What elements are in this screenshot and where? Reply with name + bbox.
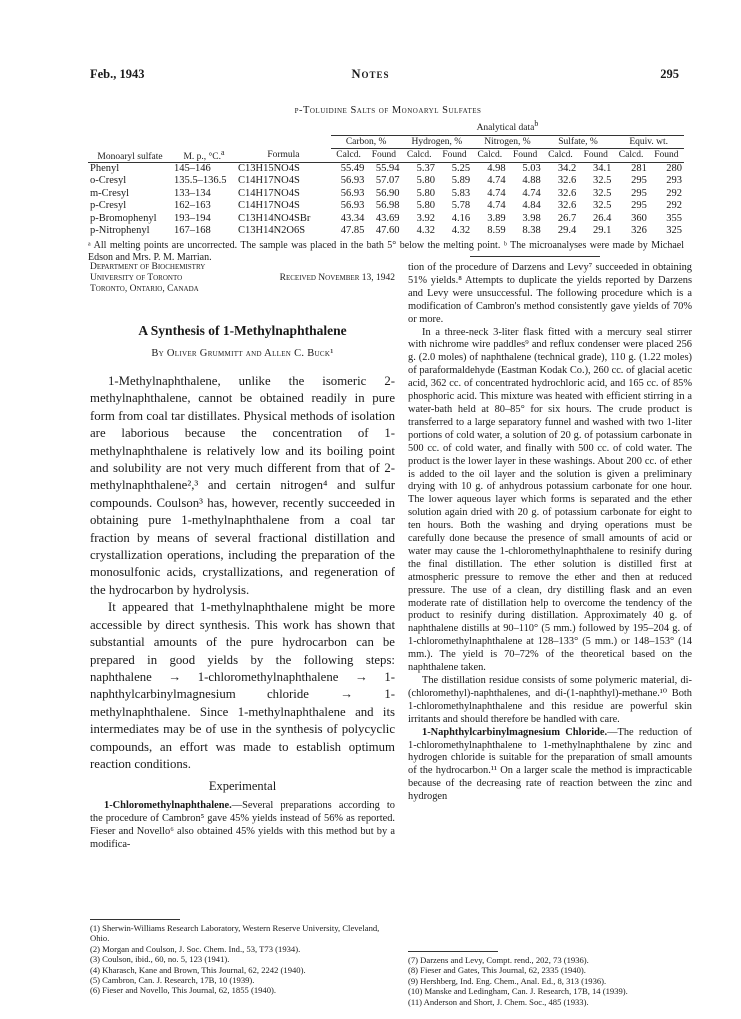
footnotes-left bbox=[90, 923, 395, 996]
value-cell: 292 bbox=[666, 200, 682, 212]
running-head-section: Notes bbox=[351, 67, 390, 81]
affiliation-block bbox=[90, 262, 395, 295]
value-cell: 325 bbox=[666, 225, 682, 237]
value-cell: 3.98 bbox=[522, 212, 541, 224]
col-header-mp-mark: a bbox=[221, 147, 225, 157]
affiliation-line-2: University of Toronto bbox=[90, 273, 183, 283]
table-body bbox=[88, 162, 684, 238]
value-cell: 4.74 bbox=[487, 175, 506, 187]
value-cell: 32.6 bbox=[557, 200, 577, 212]
article-title: A Synthesis of 1-Methylnaphthalene bbox=[138, 323, 347, 338]
value-cell: 8.59 bbox=[487, 225, 506, 237]
value-cell: 4.32 bbox=[451, 225, 471, 237]
footnote-11: (11) Anderson and Short, J. Chem. Soc., 485 (1933). bbox=[408, 996, 589, 1007]
value-cell: 5.80 bbox=[416, 200, 435, 212]
group-header-mark: b bbox=[534, 119, 539, 128]
value-cell: 26.7 bbox=[557, 212, 577, 224]
right-paragraph-1: tion of the procedure of Darzens and Levy⁷ succeeded in obtaining 51% yields.⁸ Attempts to duplicate the yields reported by Darzens and Levy were unsuccessful. The following procedure which is a modification of Cambron's method consistently gave yields of 70% or more. bbox=[408, 262, 692, 325]
value-cell: 32.5 bbox=[592, 175, 612, 187]
article-authors: By Oliver Grummitt and Allen C. Buck¹ bbox=[151, 348, 334, 359]
formula-cell: C14H17NO4S bbox=[238, 187, 300, 199]
footnote-3: (3) Coulson, ibid., 60, no. 5, 123 (1941). bbox=[90, 954, 230, 965]
value-cell: 32.6 bbox=[557, 187, 577, 199]
table-row bbox=[88, 175, 684, 188]
sulfate-name-cell: p-Bromophenyl bbox=[90, 212, 157, 224]
formula-cell: C13H14N2O6S bbox=[238, 225, 306, 237]
group-header-text: Analytical data bbox=[476, 123, 535, 134]
footnote-9: (9) Hershberg, Ind. Eng. Chem., Anal. Ed., 8, 313 (1936). bbox=[408, 975, 607, 986]
col-header-mp-text: M. p., °C. bbox=[183, 151, 222, 162]
subhead-cell: Calcd. bbox=[477, 150, 503, 161]
value-cell: 29.1 bbox=[592, 225, 612, 237]
received-date: Received November 13, 1942 bbox=[279, 273, 395, 283]
value-cell: 55.94 bbox=[366, 162, 401, 175]
value-cell: 4.84 bbox=[522, 200, 541, 212]
footnote-6: (6) Fieser and Novello, This Journal, 62, 1855 (1940). bbox=[90, 985, 277, 996]
value-cell: 32.5 bbox=[592, 187, 612, 199]
formula-cell: C13H14NO4SBr bbox=[238, 212, 311, 224]
value-cell: 295 bbox=[631, 200, 647, 212]
value-cell: 4.98 bbox=[472, 162, 507, 175]
value-cell: 56.90 bbox=[375, 187, 400, 199]
grignard-text: —The reduction of 1-chloromethylnaphthalene to 1-methylnaphthalene by zinc and hydrogen chloride is suitable for the preparation of small amounts of the hydrocarbon.¹¹ On a larger scale the method is impracticable because of the decreasing rate of reaction between the zinc and hydrogen bbox=[408, 726, 692, 803]
value-cell: 5.80 bbox=[416, 175, 435, 187]
right-column bbox=[408, 262, 692, 804]
value-cell: 292 bbox=[666, 187, 682, 199]
experimental-heading: Experimental bbox=[208, 779, 277, 794]
value-cell: 32.6 bbox=[557, 175, 577, 187]
melting-point-cell: 145–146 bbox=[172, 162, 236, 175]
value-cell: 57.07 bbox=[375, 175, 400, 187]
value-cell: 4.32 bbox=[416, 225, 435, 237]
sulfate-name-cell: Phenyl bbox=[88, 162, 172, 175]
table-row bbox=[88, 225, 684, 238]
value-cell: 3.92 bbox=[416, 212, 435, 224]
value-cell: 5.83 bbox=[451, 187, 471, 199]
subhead-cell: Found bbox=[583, 150, 608, 161]
value-cell: 34.1 bbox=[578, 162, 613, 175]
subhead-cell: Calcd. bbox=[548, 150, 573, 161]
subgroup-header: Nitrogen, % bbox=[472, 135, 543, 149]
subhead-cell: Calcd. bbox=[406, 150, 432, 161]
value-cell: 4.74 bbox=[487, 200, 506, 212]
value-cell: 326 bbox=[631, 225, 647, 237]
value-cell: 5.37 bbox=[401, 162, 436, 175]
melting-point-cell: 135.5–136.5 bbox=[174, 175, 227, 187]
right-paragraph-3: The distillation residue consists of some polymeric material, di-(chloromethyl)-naphthalenes, and di-(1-naphthyl)-methane.¹⁰ Both 1-chloromethylnaphthalene and this residue are powerful skin irritants and should therefore be handled with care. bbox=[408, 675, 692, 725]
value-cell: 355 bbox=[666, 212, 682, 224]
melting-point-cell: 133–134 bbox=[174, 187, 211, 199]
col-header-formula: Formula bbox=[267, 150, 300, 161]
value-cell: 56.93 bbox=[340, 187, 365, 199]
data-table bbox=[88, 118, 684, 238]
footnote-rule-left bbox=[90, 919, 180, 920]
subgroup-header: Sulfate, % bbox=[543, 135, 614, 149]
sulfate-salts-table bbox=[88, 105, 688, 265]
subhead-cell: Found bbox=[654, 150, 679, 161]
section-rule bbox=[470, 256, 600, 257]
sulfate-name-cell: p-Cresyl bbox=[90, 200, 127, 212]
value-cell: 293 bbox=[666, 175, 682, 187]
affiliation-line-3: Toronto, Ontario, Canada bbox=[90, 284, 199, 294]
value-cell: 26.4 bbox=[592, 212, 612, 224]
subhead-cell: Found bbox=[371, 150, 397, 161]
table-row bbox=[88, 213, 684, 226]
melting-point-cell: 167–168 bbox=[174, 225, 211, 237]
value-cell: 55.49 bbox=[331, 162, 366, 175]
formula-cell: C14H17NO4S bbox=[238, 200, 300, 212]
value-cell: 281 bbox=[613, 162, 648, 175]
left-column bbox=[90, 262, 395, 852]
footnote-rule-right bbox=[408, 951, 498, 952]
subhead-cell: Calcd. bbox=[336, 150, 361, 161]
table-row bbox=[88, 188, 684, 201]
col-header-mp bbox=[172, 118, 236, 162]
footnotes-right bbox=[408, 955, 692, 1007]
running-head-date: Feb., 1943 bbox=[90, 67, 145, 81]
value-cell: 4.16 bbox=[451, 212, 471, 224]
table-row bbox=[88, 200, 684, 213]
footnote-10: (10) Manske and Ledingham, Can. J. Research, 17B, 14 (1939). bbox=[408, 986, 628, 997]
subgroup-header: Equiv. wt. bbox=[613, 135, 684, 149]
value-cell: 5.78 bbox=[451, 200, 471, 212]
subhead-cell: Found bbox=[442, 150, 467, 161]
footnote-7: (7) Darzens and Levy, Compt. rend., 202, 73 (1936). bbox=[408, 955, 589, 965]
value-cell: 280 bbox=[649, 162, 684, 175]
subhead-cell: Calcd. bbox=[618, 150, 644, 161]
footnote-4: (4) Kharasch, Kane and Brown, This Journal, 62, 2242 (1940). bbox=[90, 964, 306, 975]
experimental-text: —Several preparations according to the procedure of Cambron⁵ gave 45% yields instead of 56% as reported. Fieser and Novello⁶ also obtained 45% yields with this method but by a modifica- bbox=[90, 800, 395, 851]
intro-paragraph-2: It appeared that 1-methylnaphthalene might be more accessible by direct synthesis. This work has shown that substantial amounts of the pure hydrocarbon can be prepared in good yields by the following steps: naphthalene → 1-chloromethylnaphthalene → 1-naphthylcarbinylmagnesium chloride → 1-methylnaphthalene. Since 1-methylnaphthalene and its intermediates may be of use in the synthesis of polycyclic compounds, an effort was made to establish optimum reaction conditions. bbox=[90, 600, 395, 771]
footnote-8: (8) Fieser and Gates, This Journal, 62, 2335 (1940). bbox=[408, 965, 586, 976]
page-number: 295 bbox=[660, 67, 679, 81]
value-cell: 4.74 bbox=[487, 187, 506, 199]
value-cell: 360 bbox=[631, 212, 647, 224]
value-cell: 5.03 bbox=[508, 162, 543, 175]
formula-cell: C13H15NO4S bbox=[236, 162, 331, 175]
table-caption: p-Toluidine Salts of Monoaryl Sulfates bbox=[294, 105, 482, 116]
affiliation-line-1: Department of Biochemistry bbox=[90, 262, 206, 272]
melting-point-cell: 162–163 bbox=[174, 200, 211, 212]
value-cell: 295 bbox=[631, 187, 647, 199]
sulfate-name-cell: m-Cresyl bbox=[90, 187, 130, 199]
value-cell: 34.2 bbox=[543, 162, 578, 175]
table-footnote: ᵃ All melting points are uncorrected. The sample was placed in the bath 5° below the melting point. ᵇ The microanalyses were made by Michael Edson and Mrs. P. M. Marrian. bbox=[88, 239, 684, 264]
value-cell: 5.25 bbox=[437, 162, 472, 175]
sulfate-name-cell: o-Cresyl bbox=[90, 175, 127, 187]
value-cell: 56.98 bbox=[375, 200, 400, 212]
value-cell: 4.88 bbox=[522, 175, 541, 187]
subgroup-header: Hydrogen, % bbox=[401, 135, 472, 149]
formula-cell: C14H17NO4S bbox=[238, 175, 300, 187]
group-header bbox=[331, 118, 684, 135]
intro-paragraph-1: 1-Methylnaphthalene, unlike the isomeric 2-methylnaphthalene, cannot be obtained readily in pure form from coal tar distillates. Physical methods of isolation are laborious because the concentration of 1-methylnaphthalene is relatively low and its boiling point and solubility are not very much different from that of 2-methylnaphthalene²,³ and certain nitrogen⁴ and sulfur compounds. Coulson³ has, however, recently succeeded in obtaining pure 1-methylnaphthalene from a coal tar fraction by means of several fractional distillation and crystallization operations, including the preparation of the monosulfonic acids, crystallizations, and regeneration of the hydrocarbon by hydrolysis. bbox=[90, 374, 395, 597]
value-cell: 56.93 bbox=[340, 200, 365, 212]
value-cell: 43.69 bbox=[375, 212, 400, 224]
value-cell: 4.74 bbox=[522, 187, 541, 199]
compound-heading-chloromethyl: 1-Chloromethylnaphthalene. bbox=[104, 800, 232, 812]
footnote-2: (2) Morgan and Coulson, J. Soc. Chem. Ind., 53, T73 (1934). bbox=[90, 943, 301, 954]
footnote-1: (1) Sherwin-Williams Research Laboratory, Western Reserve University, Cleveland, Ohio. bbox=[90, 923, 380, 944]
right-paragraph-2: In a three-neck 3-liter flask fitted with a mercury seal stirrer with nichrome wire paddles⁹ and reflux condenser were placed 256 g. (2.0 moles) of naphthalene (technical grade), 110 g. (1.22 moles) of paraformaldehyde (Eastman Kodak Co.), 260 cc. of glacial acetic acid, 362 cc. of concentrated hydrochloric acid, and 165 cc. of 85% phosphoric acid. This mixture was heated with efficient stirring in a water-bath held at 80–85° for six hours. The crude product is transferred to a large separatory funnel and washed with two 1-liter portions of cold water, a solution of 20 g. of potassium carbonate in 500 cc. of cold water, and finally with 500 cc. of cold water. The product is the lower layer in these washings. About 200 cc. of ether is added to the oil layer and the solution is given a preliminary drying with 10 g. of anhydrous potassium carbonate for one hour. The lower aqueous layer which forms is separated and the ether solution again dried with 20 g. of potassium carbonate for eight to ten hours. Both the washing and drying operations must be carefully done because the presence of small amounts of acid or water may cause the 1-chloromethylnaphthalene to resinify during the final distillation. The ether solution is distilled first at atmospheric pressure to remove the ether and then at reduced pressure. The use of a clean, dry distilling flask and an even moderate rate of distillation help to overcome the tendency of the product to resinify during distillation. Approximately 40 g. of naphthalene distills at 90–110° (5 mm.) followed by 195–204 g. of 1-chloromethylnaphthalene at 128–133° (5 mm.) or 148–153° (14 mm.). The yield is 70–72% of the theoretical based on the naphthalene taken. bbox=[408, 326, 692, 674]
value-cell: 47.85 bbox=[340, 225, 365, 237]
subgroup-header: Carbon, % bbox=[331, 135, 402, 149]
grignard-paragraph bbox=[408, 727, 692, 804]
value-cell: 8.38 bbox=[522, 225, 541, 237]
value-cell: 56.93 bbox=[340, 175, 365, 187]
value-cell: 295 bbox=[631, 175, 647, 187]
table-row bbox=[88, 162, 684, 175]
value-cell: 47.60 bbox=[375, 225, 400, 237]
value-cell: 5.80 bbox=[416, 187, 435, 199]
value-cell: 32.5 bbox=[592, 200, 612, 212]
compound-heading-grignard: 1-Naphthylcarbinylmagnesium Chloride. bbox=[422, 726, 608, 738]
subhead-cell: Found bbox=[512, 150, 538, 161]
value-cell: 43.34 bbox=[340, 212, 365, 224]
value-cell: 5.89 bbox=[451, 175, 471, 187]
col-header-sulfate: Monoaryl sulfate bbox=[97, 151, 163, 162]
value-cell: 3.89 bbox=[487, 212, 506, 224]
footnote-5: (5) Cambron, Can. J. Research, 17B, 10 (1939). bbox=[90, 975, 255, 986]
experimental-paragraph bbox=[90, 800, 395, 852]
sulfate-name-cell: p-Nitrophenyl bbox=[90, 225, 150, 237]
value-cell: 29.4 bbox=[557, 225, 577, 237]
melting-point-cell: 193–194 bbox=[174, 212, 211, 224]
